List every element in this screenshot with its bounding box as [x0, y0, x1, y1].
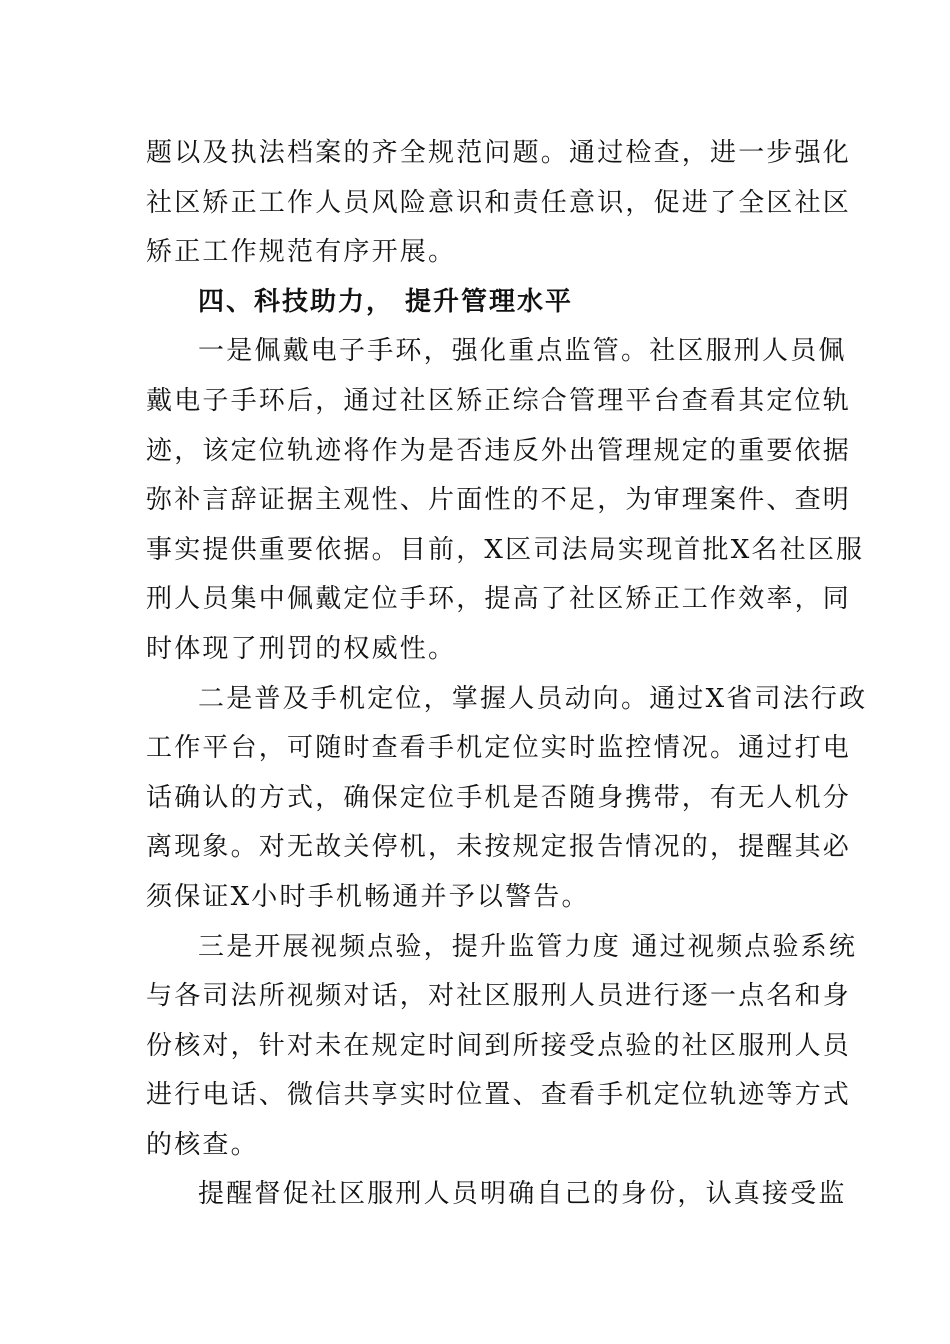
paragraph-line: 戴电子手环后，通过社区矫正综合管理平台查看其定位轨	[146, 385, 852, 416]
paragraph-line: 提醒督促社区服刑人员明确自己的身份，认真接受监	[198, 1179, 847, 1210]
section-heading: 四、科技助力， 提升管理水平	[198, 286, 574, 317]
paragraph-line: 刑人员集中佩戴定位手环，提高了社区矫正工作效率，同	[146, 584, 852, 615]
paragraph-line: 话确认的方式，确保定位手机是否随身携带，有无人机分	[146, 782, 852, 813]
paragraph-line: 进行电话、微信共享实时位置、查看手机定位轨迹等方式	[146, 1080, 852, 1111]
paragraph-line: 二是普及手机定位，掌握人员动向。通过X省司法行政	[198, 683, 868, 714]
paragraph-line: 离现象。对无故关停机，未按规定报告情况的，提醒其必	[146, 832, 852, 863]
paragraph-line: 须保证X小时手机畅通并予以警告。	[146, 881, 590, 912]
paragraph-line: 的核查。	[146, 1129, 259, 1160]
paragraph-line: 事实提供重要依据。目前，X区司法局实现首批X名社区服	[146, 534, 865, 565]
paragraph-line: 矫正工作规范有序开展。	[146, 237, 457, 268]
paragraph-line: 与各司法所视频对话，对社区服刑人员进行逐一点名和身	[146, 981, 852, 1012]
paragraph-line: 题以及执法档案的齐全规范问题。通过检查，进一步强化	[146, 138, 852, 168]
document-body	[146, 129, 868, 1220]
paragraph-line: 弥补言辞证据主观性、片面性的不足，为审理案件、查明	[146, 485, 852, 516]
paragraph-line: 时体现了刑罚的权威性。	[146, 633, 457, 664]
paragraph-line: 迹，该定位轨迹将作为是否违反外出管理规定的重要依据	[146, 435, 852, 466]
paragraph-line: 社区矫正工作人员风险意识和责任意识，促进了全区社区	[146, 187, 852, 218]
paragraph-line: 工作平台，可随时查看手机定位实时监控情况。通过打电	[146, 733, 852, 764]
paragraph-line: 一是佩戴电子手环，强化重点监管。社区服刑人员佩	[198, 336, 847, 367]
paragraph-line: 三是开展视频点验，提升监管力度 通过视频点验系统	[198, 931, 858, 962]
paragraph-line: 份核对，针对未在规定时间到所接受点验的社区服刑人员	[146, 1030, 852, 1061]
